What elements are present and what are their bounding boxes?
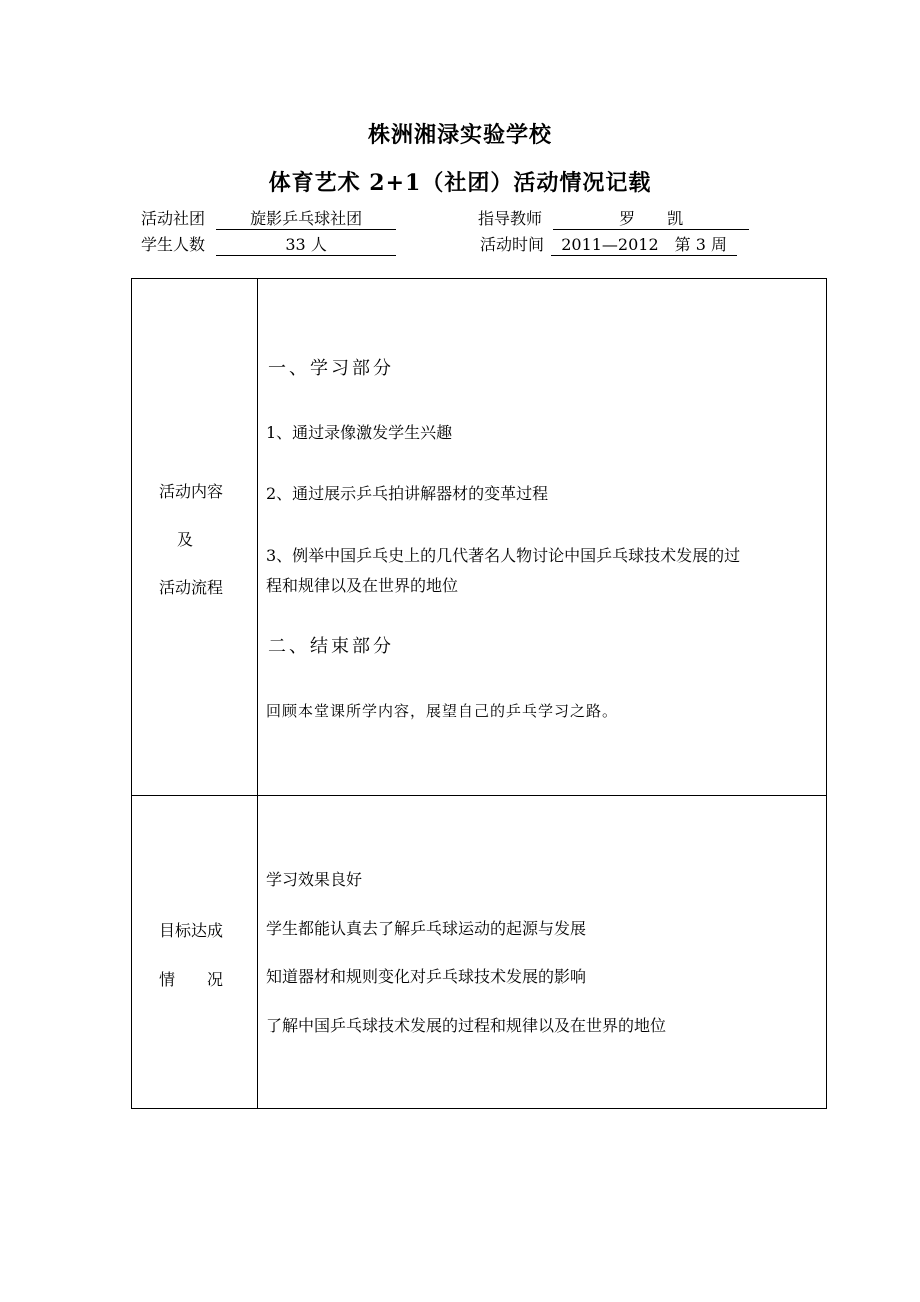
school-name: 株洲湘渌实验学校	[367, 122, 552, 148]
time-label: 活动时间	[480, 235, 545, 254]
teacher-field	[478, 206, 749, 230]
outcome-label-line2: 情 况	[159, 970, 224, 989]
content-label-line1: 活动内容	[159, 482, 224, 501]
outcome-line-1: 学习效果良好	[266, 870, 363, 889]
record-title: 体育艺术 2+1（社团）活动情况记载	[268, 170, 652, 196]
content-label-line2: 及	[177, 530, 194, 549]
club-field	[141, 206, 396, 230]
column-divider	[257, 279, 258, 1108]
club-label: 活动社团	[141, 209, 206, 228]
outcome-line-2: 学生都能认真去了解乒乓球运动的起源与发展	[266, 919, 587, 938]
outcome-line-4: 了解中国乒乓球技术发展的过程和规律以及在世界的地位	[266, 1016, 667, 1035]
students-value: 33 人	[216, 235, 396, 256]
content-item-3-line1: 3、例举中国乒乓史上的几代著名人物讨论中国乒乓球技术发展的过	[266, 546, 741, 565]
section-learning-heading: 一、学习部分	[268, 358, 394, 379]
students-label: 学生人数	[141, 235, 206, 254]
teacher-value: 罗 凯	[553, 209, 749, 230]
closing-summary: 回顾本堂课所学内容，展望自己的乒乓学习之路。	[266, 702, 619, 720]
outcome-label-line1: 目标达成	[159, 921, 224, 940]
row-divider	[132, 795, 826, 796]
content-item-1: 1、通过录像激发学生兴趣	[266, 423, 453, 442]
time-value: 2011—2012 第 3 周	[551, 235, 737, 256]
content-item-3-line2: 程和规律以及在世界的地位	[266, 576, 459, 595]
club-value: 旋影乒乓球社团	[216, 209, 396, 230]
record-table	[131, 278, 827, 1109]
time-field	[480, 232, 737, 256]
section-ending-heading: 二、结束部分	[268, 636, 394, 657]
content-label-line3: 活动流程	[159, 578, 224, 597]
teacher-label: 指导教师	[478, 209, 543, 228]
outcome-line-3: 知道器材和规则变化对乒乓球技术发展的影响	[266, 967, 587, 986]
students-field	[141, 232, 396, 256]
content-item-2: 2、通过展示乒乓拍讲解器材的变革过程	[266, 484, 549, 503]
